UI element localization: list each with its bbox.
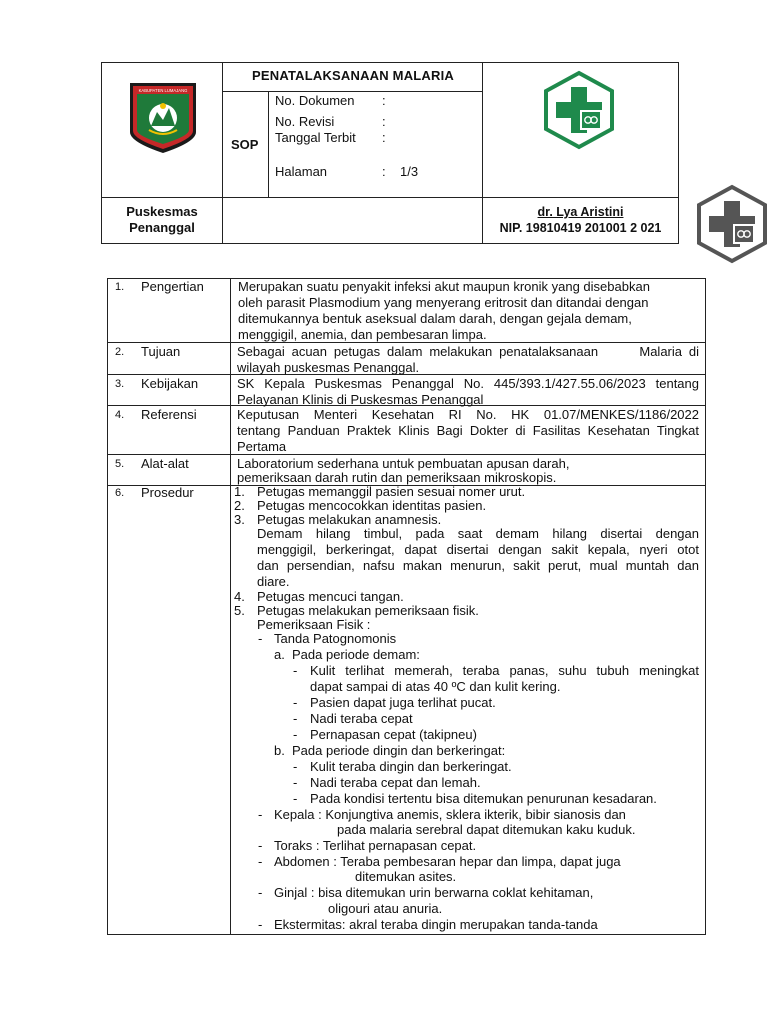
pengertian-line: menggigil, anemia, dan pembesaran limpa. — [238, 327, 487, 342]
alat-line: pemeriksaan darah rutin dan pemeriksaan mikroskopis. — [237, 470, 557, 485]
meta-sep: : — [382, 164, 386, 179]
bullet-text: dapat sampai di atas 40 ºC dan kulit kering. — [310, 679, 561, 694]
procedure-step-number: 1. — [234, 484, 245, 499]
anamnesis-detail-line: menggigil, berkeringat, dapat disertai dengan sakit kepala, nyeri otot — [257, 542, 699, 557]
header-divider — [268, 91, 269, 197]
bullet-text-continued: pada malaria serebral dapat ditemukan kaku kuduk. — [337, 822, 636, 837]
bullet-dash: - — [258, 885, 263, 900]
row-label-prosedur: Prosedur — [141, 485, 194, 500]
bullet-text: Pernapasan cepat (takipneu) — [310, 727, 477, 742]
meta-label-dokumen: No. Dokumen — [275, 93, 355, 108]
bullet-dash: - — [293, 775, 298, 790]
procedure-step-text: Petugas melakukan anamnesis. — [257, 512, 442, 527]
procedure-step-number: 3. — [234, 512, 245, 527]
bullet-text: Ginjal : bisa ditemukan urin berwarna coklat kehitaman, — [274, 885, 594, 900]
pengertian-line: ditemukannya bentuk aseksual dalam darah, dengan gejala demam, — [238, 311, 632, 326]
referensi-line: Keputusan Menteri Kesehatan RI No. HK 01.07/MENKES/1186/2022 — [237, 407, 699, 422]
meta-sep: : — [382, 93, 386, 108]
bullet-text: Kulit teraba dingin dan berkeringat. — [310, 759, 512, 774]
bullet-text: Tanda Patognomonis — [274, 631, 397, 646]
referensi-line: tentang Panduan Praktek Klinis Bagi Dokter di Fasilitas Kesehatan Tingkat — [237, 423, 699, 438]
row-label-kebijakan: Kebijakan — [141, 376, 199, 391]
procedure-step-text: Petugas mencocokkan identitas pasien. — [257, 498, 487, 513]
signer-name: dr. Lya Aristini — [537, 205, 624, 219]
puskesmas-watermark-logo-icon — [695, 184, 768, 264]
signature-block — [483, 204, 678, 236]
bullet-dash: - — [258, 854, 263, 869]
regency-emblem-icon — [127, 80, 199, 156]
meta-sep: : — [382, 130, 386, 145]
tujuan-line: Sebagai acuan petugas dalam melakukan penatalaksanaan Malaria di — [237, 344, 699, 359]
row-label-tujuan: Tujuan — [141, 344, 181, 359]
bullet-text: Kepala : Konjungtiva anemis, sklera ikterik, bibir sianosis dan — [274, 807, 626, 822]
row-label-referensi: Referensi — [141, 407, 197, 422]
procedure-step-number: 4. — [234, 589, 245, 604]
bullet-dash: - — [293, 727, 298, 742]
bullet-text: Ekstermitas: akral teraba dingin merupakan tanda-tanda — [274, 917, 598, 932]
row-label-alat: Alat-alat — [141, 456, 189, 471]
bullet-dash: - — [258, 917, 263, 932]
bullet-dash: - — [293, 663, 298, 678]
meta-value-halaman: 1/3 — [400, 164, 419, 179]
procedure-step-text: Petugas mencuci tangan. — [257, 589, 404, 604]
sop-label: SOP — [231, 137, 259, 152]
anamnesis-detail-line: Demam hilang timbul, pada saat demam hilang disertai dengan — [257, 526, 699, 541]
meta-label-tanggal: Tanggal Terbit — [275, 130, 356, 145]
sub-letter: a. — [274, 647, 285, 662]
row-number: 1. — [115, 281, 125, 293]
procedure-step-text: Petugas melakukan pemeriksaan fisik. — [257, 603, 479, 618]
row-label-pengertian: Pengertian — [141, 279, 204, 294]
bullet-text-continued: oligouri atau anuria. — [328, 901, 443, 916]
sub-letter-text: Pada periode demam: — [292, 647, 420, 662]
bullet-dash: - — [258, 631, 263, 646]
bullet-text: Kulit terlihat memerah, teraba panas, suhu tubuh meningkat — [310, 663, 699, 678]
header-divider — [222, 62, 223, 244]
referensi-line: Pertama — [237, 439, 287, 454]
kebijakan-line: SK Kepala Puskesmas Penanggal No. 445/393.1/427.55.06/2023 tentang — [237, 376, 699, 391]
organization-name — [102, 204, 222, 236]
document-title: PENATALAKSANAAN MALARIA — [252, 68, 454, 83]
subheading: Pemeriksaan Fisik : — [257, 617, 371, 632]
row-number: 6. — [115, 487, 125, 499]
bullet-text-continued: ditemukan asites. — [355, 869, 457, 884]
sub-letter-text: Pada periode dingin dan berkeringat: — [292, 743, 506, 758]
tujuan-line: wilayah puskesmas Penanggal. — [237, 360, 420, 375]
meta-sep: : — [382, 114, 386, 129]
header-divider — [101, 197, 679, 198]
anamnesis-detail-line: dan persendian, nafsu makan menurun, sakit perut, mual muntah dan — [257, 558, 699, 573]
bullet-text: Nadi teraba cepat dan lemah. — [310, 775, 481, 790]
bullet-text: Abdomen : Teraba pembesaran hepar dan limpa, dapat juga — [274, 854, 621, 869]
bullet-text: Toraks : Terlihat pernapasan cepat. — [274, 838, 477, 853]
organization-line-1: Puskesmas — [126, 204, 198, 219]
procedure-step-number: 5. — [234, 603, 245, 618]
alat-line: Laboratorium sederhana untuk pembuatan apusan darah, — [237, 456, 570, 471]
puskesmas-logo-icon — [542, 70, 616, 150]
bullet-dash: - — [293, 759, 298, 774]
bullet-dash: - — [293, 791, 298, 806]
bullet-dash: - — [258, 838, 263, 853]
pengertian-line: oleh parasit Plasmodium yang menyerang eritrosit dan ditandai dengan — [238, 295, 649, 310]
sub-letter: b. — [274, 743, 285, 758]
bullet-dash: - — [293, 695, 298, 710]
bullet-text: Pada kondisi tertentu bisa ditemukan penurunan kesadaran. — [310, 791, 657, 806]
meta-label-revisi: No. Revisi — [275, 114, 335, 129]
anamnesis-detail-line: diare. — [257, 574, 290, 589]
pengertian-line: Merupakan suatu penyakit infeksi akut maupun kronik yang disebabkan — [238, 279, 650, 294]
bullet-text: Nadi teraba cepat — [310, 711, 413, 726]
bullet-text: Pasien dapat juga terlihat pucat. — [310, 695, 496, 710]
row-number: 2. — [115, 346, 125, 358]
emblem-caption: KABUPATEN LUMAJANG — [138, 88, 188, 93]
meta-label-halaman: Halaman — [275, 164, 328, 179]
column-divider — [230, 278, 231, 935]
row-number: 3. — [115, 378, 125, 390]
procedure-step-number: 2. — [234, 498, 245, 513]
row-number: 5. — [115, 458, 125, 470]
procedure-step-text: Petugas memanggil pasien sesuai nomer urut. — [257, 484, 526, 499]
header-divider — [222, 91, 482, 92]
kebijakan-line: Pelayanan Klinis di Puskesmas Penanggal — [237, 392, 484, 407]
bullet-dash: - — [293, 711, 298, 726]
bullet-dash: - — [258, 807, 263, 822]
organization-line-2: Penanggal — [129, 220, 195, 235]
row-number: 4. — [115, 409, 125, 421]
signer-nip: NIP. 19810419 201001 2 021 — [499, 221, 662, 235]
